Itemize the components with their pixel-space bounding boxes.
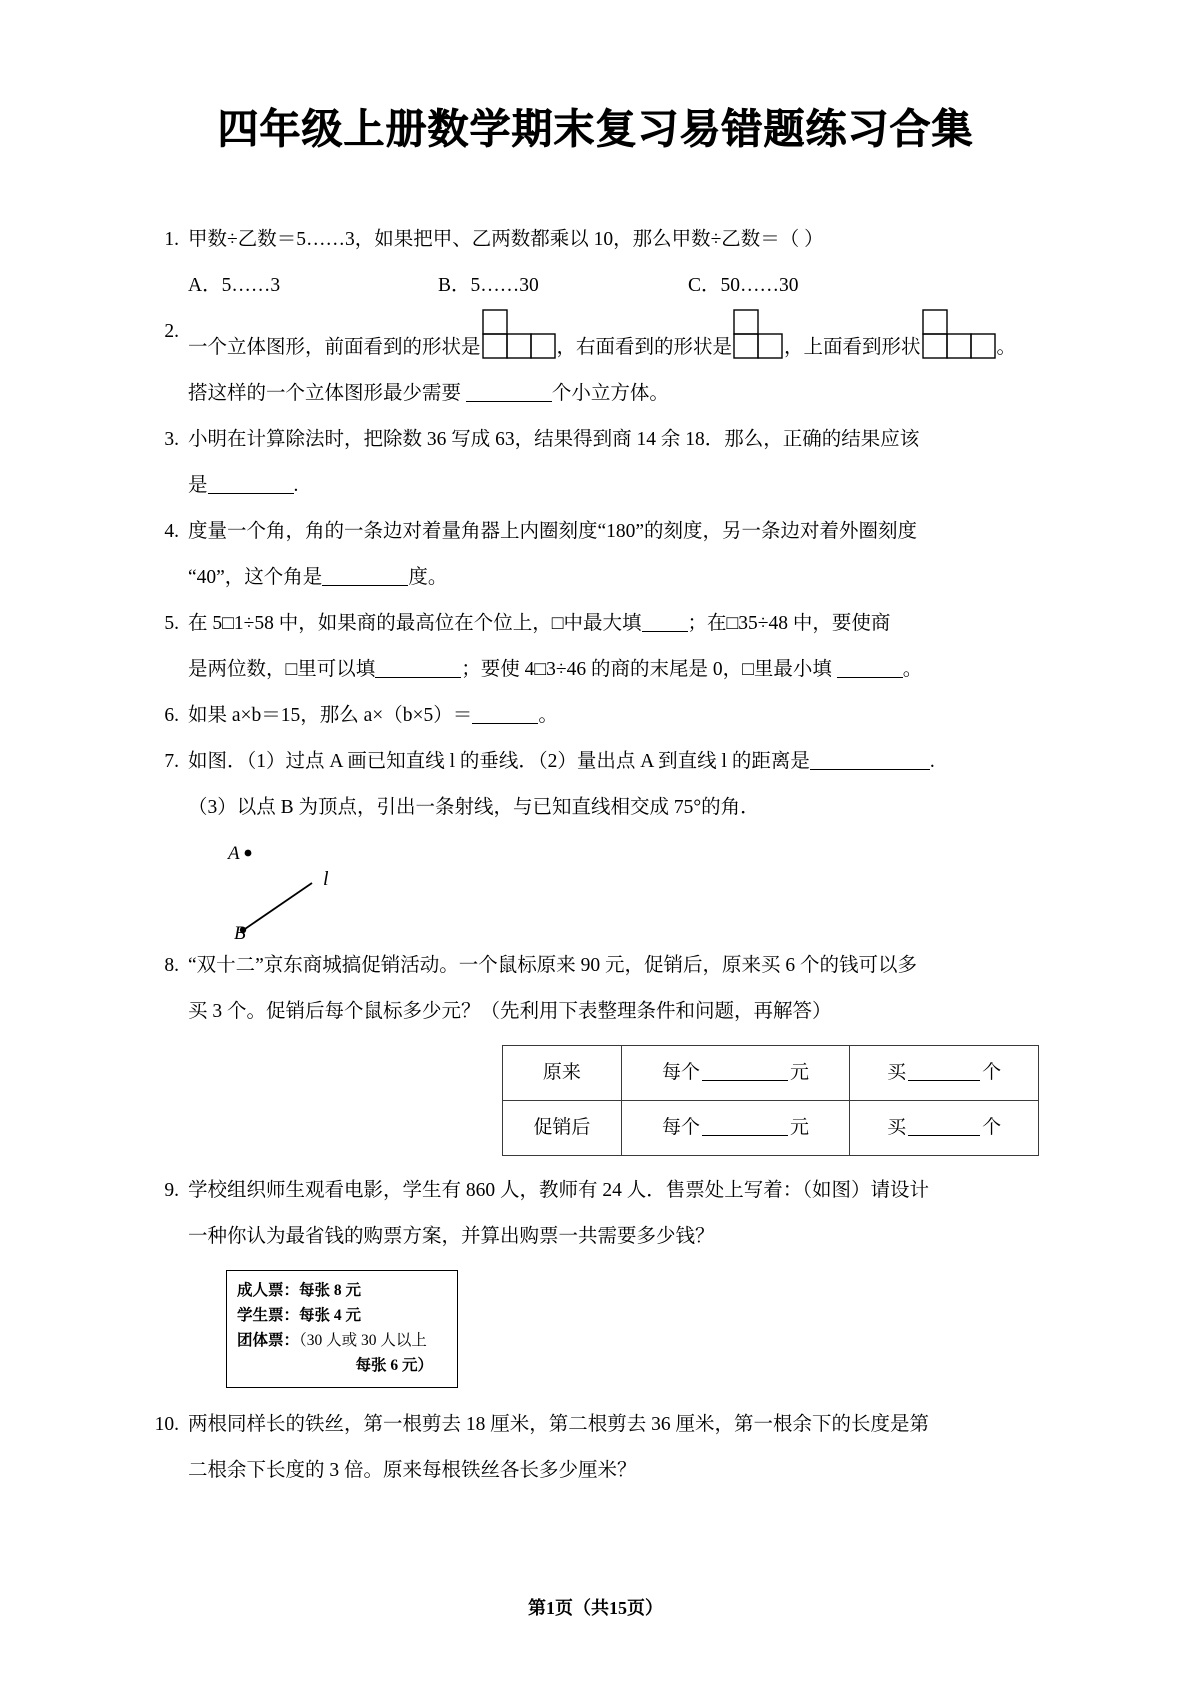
answer-blank[interactable] [702, 1135, 788, 1136]
group-ticket-label: 团体票： [237, 1332, 300, 1349]
question-4-number: 4. [164, 521, 179, 542]
answer-blank[interactable] [642, 631, 688, 632]
question-6-text-suffix: 。 [538, 705, 558, 726]
row-price-cell[interactable] [621, 1101, 850, 1156]
question-3-line2-prefix: 是 [188, 475, 208, 496]
page-title: 四年级上册数学期末复习易错题练习合集 [217, 105, 974, 153]
question-1-options [152, 263, 1039, 309]
question-7-line-1 [188, 739, 1039, 785]
figure-label-a: A [228, 843, 240, 864]
questions-container [0, 217, 1191, 1494]
question-9 [152, 1168, 1039, 1388]
answer-blank[interactable] [908, 1080, 980, 1081]
adult-ticket-label: 成人票： [237, 1282, 300, 1299]
front-view-shape-icon [482, 309, 556, 359]
question-6-text [188, 693, 1039, 739]
answer-blank[interactable] [472, 723, 538, 724]
question-3-line2-suffix: . [293, 475, 299, 496]
answer-blank[interactable] [466, 401, 552, 402]
question-2-text-part-1: 一个立体图形，前面看到的形状是 [188, 337, 481, 358]
price-prefix: 每个 [662, 1062, 701, 1083]
question-1 [152, 217, 1039, 263]
student-ticket-label: 学生票： [237, 1307, 300, 1324]
question-2-text-part-2: ，右面看到的形状是 [556, 337, 733, 358]
count-prefix: 买 [887, 1062, 907, 1083]
top-view-shape-icon [922, 309, 996, 359]
question-5-line-1 [188, 601, 1039, 647]
question-7-line1-prefix: 如图．（1）过点 A 画已知直线 l 的垂线．（2）量出点 A 到直线 l 的距离是 [188, 751, 810, 772]
answer-blank[interactable] [837, 677, 903, 678]
question-8-line-1: “双十二”京东商城搞促销活动。一个鼠标原来 90 元，促销后，原来买 6 个的钱可以多 [188, 955, 918, 976]
question-6-text-prefix: 如果 a×b＝15，那么 a×（b×5）＝ [188, 705, 473, 726]
answer-blank[interactable] [702, 1080, 788, 1081]
question-5-line1-a: 在 5□1÷58 中，如果商的最高位在个位上，□中最大填 [188, 613, 642, 634]
question-9-number: 9. [164, 1180, 179, 1201]
question-1-number: 1. [164, 229, 179, 250]
line-l [242, 883, 312, 931]
answer-blank[interactable] [908, 1135, 980, 1136]
question-4-line-2 [188, 555, 1039, 601]
adult-ticket-price: 每张 8 元 [299, 1282, 362, 1299]
question-4-line-1: 度量一个角，角的一条边对着量角器上内圈刻度“180”的刻度，另一条边对着外圈刻度 [188, 521, 918, 542]
question-2-text-part-4: 。 [996, 337, 1017, 358]
figure-label-l: l [323, 868, 329, 890]
question-3-line-2 [188, 463, 1039, 509]
row-count-cell[interactable] [850, 1046, 1039, 1101]
row-label: 促销后 [503, 1101, 622, 1156]
question-10-number: 10. [154, 1414, 179, 1435]
ticket-row-adult [237, 1278, 447, 1303]
question-3 [152, 417, 1039, 509]
figure-label-b: B [234, 923, 246, 941]
question-8-line-2: 买 3 个。促销后每个鼠标多少元？（先利用下表整理条件和问题，再解答） [188, 1001, 832, 1022]
question-5-line1-b: ；在□35÷48 中，要使商 [687, 613, 891, 634]
option-a: A．5……3 [188, 275, 281, 296]
group-ticket-price: 每张 6 元） [355, 1357, 433, 1374]
price-suffix: 元 [790, 1062, 810, 1083]
page-footer: 第1页（共15页） [528, 1598, 663, 1618]
row-count-cell[interactable] [850, 1101, 1039, 1156]
question-5-line2-a: 是两位数，□里可以填 [188, 659, 376, 680]
question-4-line2-prefix: “40”，这个角是 [188, 567, 323, 588]
question-10-line-2: 二根余下长度的 3 倍。原来每根铁丝各长多少厘米？ [188, 1460, 637, 1481]
question-4-line2-suffix: 度。 [408, 567, 448, 588]
question-6 [152, 693, 1039, 739]
question-5-line2-b: ；要使 4□3÷46 的商的末尾是 0，□里最小填 [461, 659, 832, 680]
price-prefix: 每个 [662, 1117, 701, 1138]
question-8 [152, 943, 1039, 1168]
answer-blank[interactable] [810, 769, 930, 770]
question-2-text-part-3: ，上面看到形状 [784, 337, 921, 358]
question-2-line-1 [188, 309, 1039, 371]
question-3-line-1: 小明在计算除法时，把除数 36 写成 63，结果得到商 14 余 18．那么，正确的结果应该 [188, 429, 920, 450]
question-9-line-1: 学校组织师生观看电影，学生有 860 人，教师有 24 人．售票处上写着：（如图）请设计 [188, 1180, 930, 1201]
ticket-row-student [237, 1303, 447, 1328]
question-2-line2-prefix: 搭这样的一个立体图形最少需要 [188, 383, 462, 404]
question-5-line-2 [188, 647, 1039, 693]
question-9-line-2: 一种你认为最省钱的购票方案，并算出购票一共需要多少钱？ [188, 1226, 715, 1247]
question-4 [152, 509, 1039, 601]
option-b: B．5……30 [438, 275, 539, 296]
question-10 [152, 1402, 1039, 1494]
question-7-number: 7. [164, 751, 179, 772]
question-7-line-2: （3）以点 B 为顶点，引出一条射线，与已知直线相交成 75°的角． [188, 797, 760, 818]
row-label: 原来 [503, 1046, 622, 1101]
option-c: C．50……30 [688, 275, 799, 296]
question-7 [152, 739, 1039, 943]
question-5-number: 5. [164, 613, 179, 634]
question-1-text: 甲数÷乙数＝5……3，如果把甲、乙两数都乘以 10，那么甲数÷乙数＝（ ） [188, 229, 824, 250]
answer-blank[interactable] [322, 585, 408, 586]
question-5 [152, 601, 1039, 693]
price-suffix: 元 [790, 1117, 810, 1138]
answer-blank[interactable] [375, 677, 461, 678]
question-2-line2-suffix: 个小立方体。 [551, 383, 669, 404]
ticket-price-box [226, 1270, 458, 1388]
answer-blank[interactable] [208, 493, 294, 494]
question-8-number: 8. [164, 955, 179, 976]
count-suffix: 个 [982, 1117, 1002, 1138]
question-5-line2-c: 。 [902, 659, 923, 680]
ticket-row-group [237, 1328, 447, 1353]
student-ticket-price: 每张 4 元 [299, 1307, 362, 1324]
question-2 [152, 309, 1039, 417]
question-10-line-1: 两根同样长的铁丝，第一根剪去 18 厘米，第二根剪去 36 厘米，第一根余下的长度是第 [188, 1414, 930, 1435]
table-row [503, 1046, 1039, 1101]
question-7-figure [226, 835, 1039, 943]
promo-table [502, 1045, 1039, 1156]
table-row [503, 1101, 1039, 1156]
ticket-row-group-price [237, 1353, 447, 1378]
count-suffix: 个 [982, 1062, 1002, 1083]
point-a-marker [245, 850, 252, 857]
right-view-shape-icon [733, 309, 783, 359]
question-2-line-2 [188, 371, 1039, 417]
question-2-number: 2. [164, 321, 179, 342]
group-ticket-condition: （30 人或 30 人以上 [299, 1332, 427, 1349]
question-3-number: 3. [164, 429, 179, 450]
row-price-cell[interactable] [621, 1046, 850, 1101]
question-7-line1-suffix: . [929, 751, 935, 772]
count-prefix: 买 [887, 1117, 907, 1138]
question-6-number: 6. [164, 705, 179, 726]
question-8-table-wrapper [188, 1045, 1039, 1156]
